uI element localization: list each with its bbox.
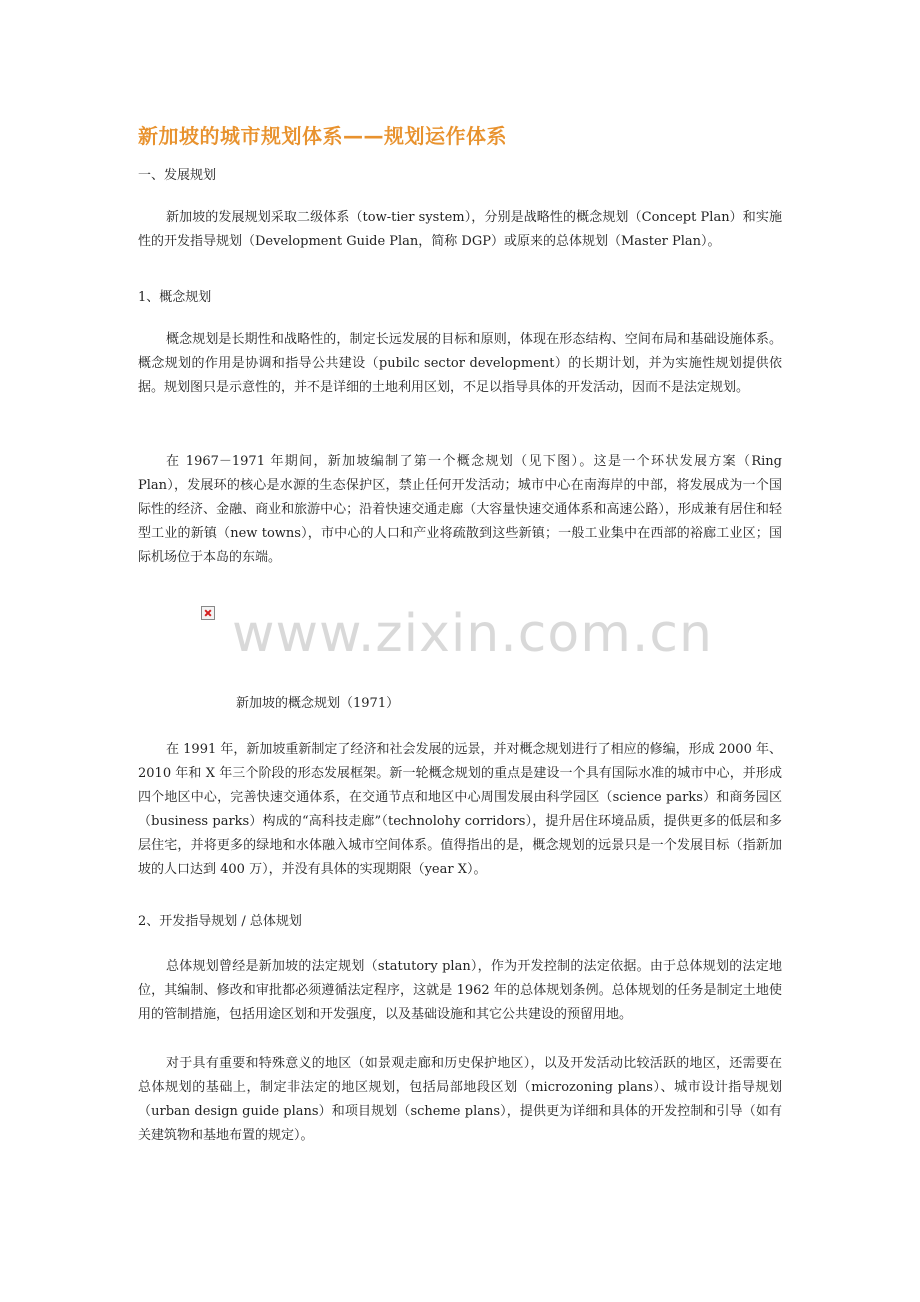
broken-image-icon [201,606,215,620]
paragraph-1991-revision: 在 1991 年，新加坡重新制定了经济和社会发展的远景，并对概念规划进行了相应的修编，形成 2000 年、2010 年和 X 年三个阶段的形态发展框架。新一轮概念规划的重点是建设一个具有国际水准的城市中心，并形成四个地区中心，完善快速交通体系，在交通节点和地区中心周围发展由科学园区（science parks）和商务园区（business parks）构成的“高科技走廊”（technolohy corridors），提升居住环境品质，提供更多的低层和多层住宅，并将更多的绿地和水体融入城市空间体系。值得指出的是，概念规划的远景只是一个发展目标（指新加坡的人口达到 400 万），并没有具体的实现期限（year X）。 [138,742,782,877]
paragraph-concept-plan: 概念规划是长期性和战略性的，制定长远发展的目标和原则，体现在形态结构、空间布局和基础设施体系。概念规划的作用是协调和指导公共建设（pubilc sector development）的长期计划，并为实施性规划提供依据。规划图只是示意性的，并不是详细的土地利用区划，不足以指导具体的开发活动，因而不是法定规划。 [138,332,782,395]
subsection-heading-concept-plan: 1、概念规划 [138,290,212,305]
figure-caption: 新加坡的概念规划（1971） [236,696,400,711]
paragraph-special-areas: 对于具有重要和特殊意义的地区（如景观走廊和历史保护地区），以及开发活动比较活跃的地区，还需要在总体规划的基础上，制定非法定的地区规划，包括局部地段区划（microzoning plans）、城市设计指导规划（urban design guide plans）和项目规划（scheme plans），提供更为详细和具体的开发控制和引导（如有关建筑物和基地布置的规定）。 [138,1056,782,1143]
watermark: www.zixin.com.cn [232,604,713,664]
paragraph-master-plan: 总体规划曾经是新加坡的法定规划（statutory plan），作为开发控制的法定依据。由于总体规划的法定地位，其编制、修改和审批都必须遵循法定程序，这就是 1962 年的总体规划条例。总体规划的任务是制定土地使用的管制措施，包括用途区划和开发强度，以及基础设施和其它公共建设的预留用地。 [138,959,782,1022]
section-heading-development-planning: 一、发展规划 [138,168,217,183]
subsection-heading-master-plan: 2、开发指导规划 / 总体规划 [138,914,302,929]
paragraph-intro: 新加坡的发展规划采取二级体系（tow-tier system），分别是战略性的概念规划（Concept Plan）和实施性的开发指导规划（Development Guide Plan，简称 DGP）或原来的总体规划（Master Plan）。 [138,210,782,249]
document-title: 新加坡的城市规划体系——规划运作体系 [138,124,507,148]
paragraph-1967-plan: 在 1967－1971 年期间，新加坡编制了第一个概念规划（见下图）。这是一个环状发展方案（Ring Plan），发展环的核心是水源的生态保护区，禁止任何开发活动；城市中心在南海岸的中部，将发展成为一个国际性的经济、金融、商业和旅游中心；沿着快速交通走廊（大容量快速交通体系和高速公路），形成兼有居住和轻型工业的新镇（new towns），市中心的人口和产业将疏散到这些新镇；一般工业集中在西部的裕廊工业区；国际机场位于本岛的东端。 [138,454,782,565]
